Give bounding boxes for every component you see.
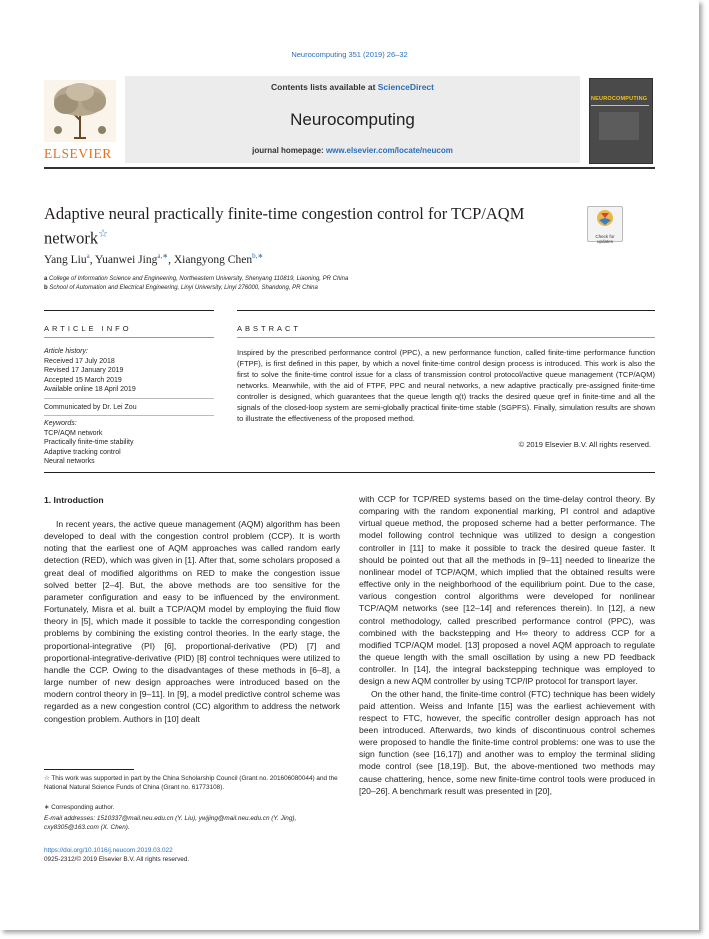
homepage-link[interactable]: www.elsevier.com/locate/neucom <box>325 146 453 155</box>
header-rule <box>44 167 655 169</box>
cover-title: NEUROCOMPUTING <box>591 96 648 102</box>
author-3-affil[interactable]: b,∗ <box>252 252 264 260</box>
info-divider-2 <box>44 415 214 416</box>
keyword-4: Neural networks <box>44 458 95 465</box>
abstract-text: Inspired by the prescribed performance control (PPC), a new performance function, called finite-time performance function (FTPF), is first defined in this paper, by which a novel finite-time control design process is introduced. This work is also the first to solve the finite-time control issue for a class of transmission control protocol/active queue management (TCP/AQM) networks. Meanwhile, with the aid of FTPF, PPC and neural networks, a new adaptive practically pre-assigned finite-time controller is designed, which guarantees that the queue length q(t) tracks the desired queue qref in finite-time and all the signals of the closed-loop system are semi-globally practical finite-time stable (SGPFS). Finally, simulation results are shown to illustrate the effectiveness of the proposed method. <box>237 348 655 423</box>
elsevier-tree-icon <box>44 80 116 142</box>
funding-text: This work was supported in part by the China Scholarship Council (Grant no. 201606080044) and the National Natural Science Funds of China (Grant no. 61773108). <box>44 775 338 791</box>
funding-mark: ☆ <box>44 775 50 782</box>
email-addresses[interactable]: E-mail addresses: 1510337@mail.neu.edu.cn (Y. Liu), ywjjing@mail.neu.edu.cn (Y. Jing), cxy8305@163.com (X. Chen). <box>44 815 297 831</box>
abstract-bottom-rule <box>44 472 655 473</box>
author-3[interactable]: Xiangyong Chen <box>173 253 253 266</box>
history-online: Available online 18 April 2019 <box>44 386 136 393</box>
affiliation-a-mark: a <box>44 276 48 282</box>
keywords <box>44 419 214 467</box>
article-info-heading: ARTICLE INFO <box>44 324 132 333</box>
affiliation-a <box>44 276 348 282</box>
issn-copyright: 0925-2312/© 2019 Elsevier B.V. All rights reserved. <box>44 856 190 863</box>
crossmark-button[interactable] <box>587 206 623 242</box>
info-divider-1 <box>44 398 214 399</box>
keyword-2: Practically finite-time stability <box>44 439 134 446</box>
abstract-copyright: © 2019 Elsevier B.V. All rights reserved. <box>518 440 651 449</box>
author-2-affil[interactable]: a,∗ <box>157 252 169 260</box>
left-column <box>44 518 340 725</box>
author-1-affil[interactable]: a <box>86 252 90 260</box>
intro-paragraph-3: On the other hand, the finite-time control (FTC) technique has been widely paid attention. Weiss and Infante [15] was the earliest achievement with respect to FTC, however, the specific controller design approach has not been introduced. Afterwards, two kinds of discontinuous control schemes were proposed to handle the finite-time control problems: one was to use the sign function (see [16,17]) and another was to employ the terminal sliding mode control (see [18,19]). But, the above-mentioned two methods may cause chattering, hence, some new finite-time control tools were produced in [20–26]. A benchmark result was presented in [20], <box>359 688 655 796</box>
crossmark-label: Check for updates <box>595 234 615 244</box>
keyword-3: Adaptive tracking control <box>44 448 121 456</box>
article-title <box>44 204 564 249</box>
keyword-1: TCP/AQM network <box>44 429 103 437</box>
title-line-2: network <box>44 228 99 248</box>
title-line-1: Adaptive neural practically finite-time congestion control for TCP/AQM <box>44 204 525 223</box>
crossmark-icon <box>588 207 622 229</box>
abstract-heading: ABSTRACT <box>237 324 302 333</box>
right-column <box>359 493 655 797</box>
history-received: Received 17 July 2018 <box>44 357 115 365</box>
abstract-mid-rule <box>237 337 655 338</box>
keywords-label: Keywords: <box>44 420 77 427</box>
abstract-top-rule <box>237 310 655 311</box>
article-info-mid-rule <box>44 337 214 338</box>
article-history <box>44 347 214 395</box>
intro-paragraph-1: In recent years, the active queue management (AQM) algorithm has been developed to deal with the congestion control problem (CCP). It is worth noting that the earliest one of AQM approaches was called random early detection (RED), which was given in [1]. After that, some scholars proposed a great deal of modified algorithms on RED to make the congestion issue solved better [2–4]. But, the above methods are too sensitive for the parameter configuration and easy to be influenced by the environment. Fortunately, Misra et al. built a TCP/AQM model by employing the fluid flow theory in [5], which made it possible to tackle the corresponding congestion problems by combining the existing control theories. In the early stage, the proportional-integrative (PI) [6], proportional-derivative (PD) [7] and proportional-integrative-derivative (PID) [8] control techniques were utilized to handle the CCP. Owing to the disadvantages of these methods in [6–8], a large number of new design approaches were introduced based on the modern control theory in [9–11]. In [9], a model predictive control scheme was regarded as a new congestion control (CC) algorithm to address the network congestion problem. Authors in [10] dealt <box>44 519 340 724</box>
contents-prefix: Contents lists available at <box>271 82 378 92</box>
affiliation-b <box>44 285 318 291</box>
history-label: Article history: <box>44 348 88 355</box>
cover-graphic <box>599 112 639 140</box>
section-heading-introduction: 1. Introduction <box>44 495 104 505</box>
journal-reference[interactable]: Neurocomputing 351 (2019) 26–32 <box>291 50 408 59</box>
contents-line <box>125 82 580 92</box>
elsevier-wordmark: ELSEVIER <box>44 146 112 161</box>
history-revised: Revised 17 January 2019 <box>44 367 124 374</box>
affiliation-b-mark: b <box>44 285 48 291</box>
authors: Yang Liu$^a$, Yuanwei Jing$^{a,∗}$, Xiangyong Chen$^{b,∗}$ <box>44 252 264 266</box>
affiliation-b-text: School of Automation and Electrical Engineering, Linyi University, Linyi 276000, Shandong, PR China <box>49 285 318 291</box>
sciencedirect-link[interactable]: ScienceDirect <box>377 82 434 92</box>
corresponding-author-note: ∗ Corresponding author. <box>44 804 115 811</box>
communicated-by: Communicated by Dr. Lei Zou <box>44 404 137 411</box>
homepage-prefix: journal homepage: <box>252 146 326 155</box>
doi-link[interactable]: https://doi.org/10.1016/j.neucom.2019.03.022 <box>44 847 173 854</box>
history-accepted: Accepted 15 March 2019 <box>44 376 122 384</box>
journal-title: Neurocomputing <box>290 110 415 129</box>
author-1[interactable]: Yang Liu <box>44 253 87 266</box>
cover-stripe <box>591 105 649 106</box>
affiliation-a-text: College of Information Science and Engineering, Northeastern University, Shenyang 110819, Liaoning, PR China <box>49 276 349 282</box>
article-info-top-rule <box>44 310 214 311</box>
author-2[interactable]: Yuanwei Jing <box>95 253 158 266</box>
funding-footnote <box>44 774 344 792</box>
title-footnote-mark[interactable]: ☆ <box>98 228 108 240</box>
intro-paragraph-2: with CCP for TCP/RED systems based on the time-delay control theory. By comparing with the random exponential marking, PI control and adaptive virtual queue method, the proposed scheme had a better performance. The model following control technique was utilized to design a congestion controller in [11] to make it possible to track the desired queue faster. It should be pointed out that all the methods in [9–11] needed to linearize the nonlinear model of TCP/AQM, which implied that the obtained results were effective only in the neighborhood of the equilibrium point. Due to the case, various congestion control algorithms were developed for nonlinear TCP/AQM networks (see [12–14] and references therein). In [12], a new control methodology, called prescribed performance control (PPC), was combined with the backstepping and H∞ theory to address CCP for a modified TCP/AQM model. [13] proposed a novel AQM approach to regulate the queue length with the small oscillation by using a new PD feedback controller. In [14], the integral backstepping technique was employed to design a new AQM controller by using TCP/IP protocol for transport layer. <box>359 494 655 687</box>
homepage-line <box>125 146 580 155</box>
footnote-rule <box>44 769 134 770</box>
